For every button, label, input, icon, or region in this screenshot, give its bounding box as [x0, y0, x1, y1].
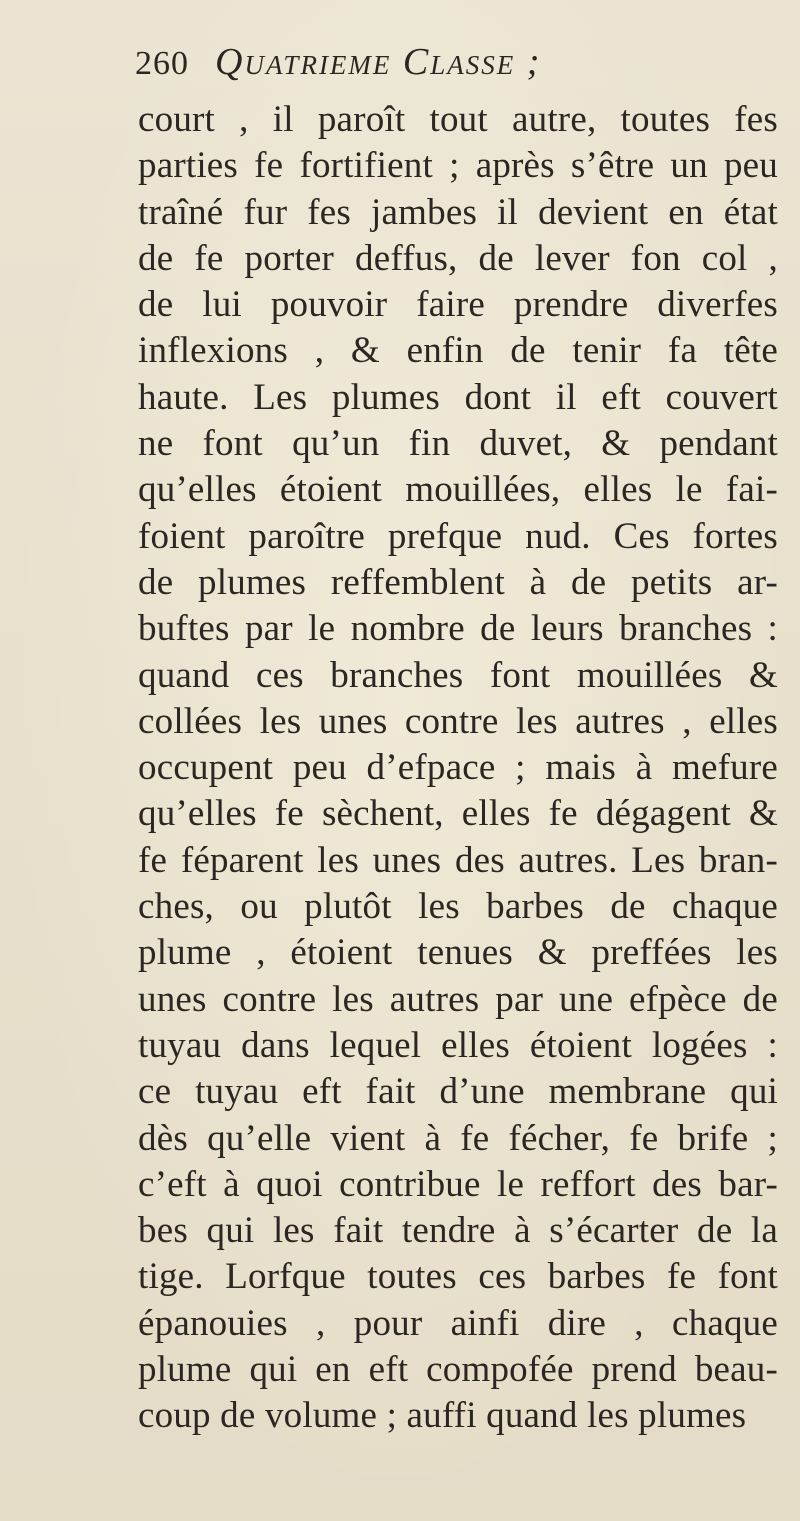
- text-line: de plumes reffemblent à de petits ar-: [138, 561, 778, 603]
- text-line: qu’elles étoient mouillées, elles le fai-: [138, 469, 778, 511]
- running-head: [135, 40, 695, 100]
- text-line: épanouies , pour ainfi dire , chaque: [138, 1302, 778, 1344]
- text-line: haute. Les plumes dont il eft couvert: [138, 376, 778, 418]
- text-line: fe féparent les unes des autres. Les bran-: [138, 839, 778, 881]
- text-line: unes contre les autres par une efpèce de: [138, 978, 778, 1020]
- text-line: plume , étoient tenues & preffées les: [138, 932, 778, 974]
- text-line: qu’elles fe sèchent, elles fe dégagent &: [138, 793, 778, 835]
- text-line: plume qui en eft compofée prend beau-: [138, 1349, 778, 1391]
- text-line: occupent peu d’efpace ; mais à mefure: [138, 747, 778, 789]
- text-line: buftes par le nombre de leurs branches :: [138, 608, 778, 650]
- text-line: court , il paroît tout autre, toutes fes: [138, 99, 778, 140]
- text-line: de fe porter deffus, de lever fon col ,: [138, 237, 778, 279]
- text-line: traîné fur fes jambes il devient en état: [138, 191, 778, 233]
- running-title: Quatrieme Classe ;: [215, 41, 542, 83]
- text-line: coup de volume ; auffi quand les plumes: [138, 1395, 747, 1437]
- text-line: ne font qu’un fin duvet, & pendant: [138, 423, 778, 465]
- text-line: tige. Lorfque toutes ces barbes fe font: [138, 1256, 778, 1298]
- text-line: collées les unes contre les autres , elles: [138, 700, 778, 742]
- text-line: foient paroître prefque nud. Ces fortes: [138, 515, 778, 557]
- text-line: de lui pouvoir faire prendre diverfes: [138, 284, 778, 326]
- text-line: c’eft à quoi contribue le reffort des bar-: [138, 1163, 778, 1205]
- page-number: 260: [135, 45, 189, 82]
- text-line: ches, ou plutôt les barbes de chaque: [138, 886, 778, 928]
- text-line: tuyau dans lequel elles étoient logées :: [138, 1024, 778, 1066]
- body-text: [138, 97, 778, 1440]
- text-line: quand ces branches font mouillées &: [138, 654, 778, 696]
- text-line: bes qui les fait tendre à s’écarter de la: [138, 1210, 778, 1252]
- text-line: dès qu’elle vient à fe fécher, fe brife ;: [138, 1117, 778, 1159]
- text-line: parties fe fortifient ; après s’être un peu: [138, 145, 778, 187]
- text-line: inflexions , & enfin de tenir fa tête: [138, 330, 778, 372]
- text-line: ce tuyau eft fait d’une membrane qui: [138, 1071, 778, 1113]
